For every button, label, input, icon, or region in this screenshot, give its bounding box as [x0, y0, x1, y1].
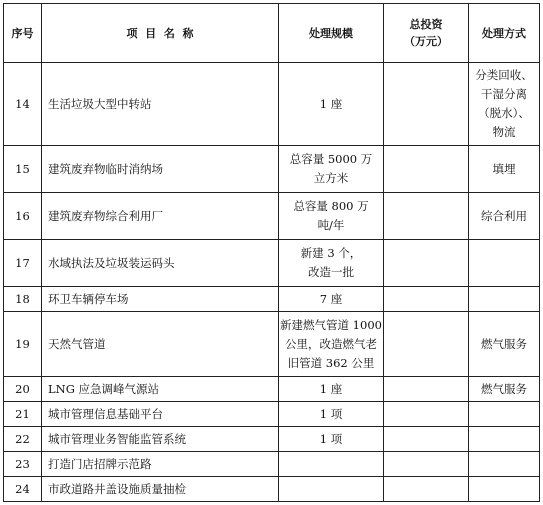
row-invest — [384, 193, 469, 240]
row-invest — [384, 146, 469, 193]
table-row — [4, 146, 540, 193]
header-method: 处理方式 — [469, 4, 540, 63]
row-scale: 总容量 5000 万 立方米 — [279, 146, 384, 193]
row-name: 环卫车辆停车场 — [42, 287, 279, 312]
row-scale: 1 项 — [279, 427, 384, 452]
row-invest — [384, 287, 469, 312]
row-name: 打造门店招牌示范路 — [42, 452, 279, 477]
row-no: 21 — [4, 402, 42, 427]
row-method — [469, 477, 540, 502]
row-method — [469, 240, 540, 287]
row-invest — [384, 452, 469, 477]
row-invest — [384, 312, 469, 377]
row-method — [469, 287, 540, 312]
table-row — [4, 452, 540, 477]
row-method: 填埋 — [469, 146, 540, 193]
table-row — [4, 427, 540, 452]
row-invest — [384, 477, 469, 502]
row-invest — [384, 402, 469, 427]
row-invest — [384, 377, 469, 402]
row-scale: 1 座 — [279, 377, 384, 402]
row-name: 水域执法及垃圾装运码头 — [42, 240, 279, 287]
row-method: 综合利用 — [469, 193, 540, 240]
row-no: 23 — [4, 452, 42, 477]
row-name: 市政道路井盖设施质量抽检 — [42, 477, 279, 502]
table-row — [4, 377, 540, 402]
table-row — [4, 193, 540, 240]
row-scale: 新建燃气管道 1000 公里，改造燃气老 旧管道 362 公里 — [279, 312, 384, 377]
table-row — [4, 402, 540, 427]
row-scale — [279, 477, 384, 502]
row-no: 15 — [4, 146, 42, 193]
row-no: 19 — [4, 312, 42, 377]
row-scale: 1 项 — [279, 402, 384, 427]
header-scale: 处理规模 — [279, 4, 384, 63]
row-scale: 新建 3 个， 改造一批 — [279, 240, 384, 287]
table-row — [4, 312, 540, 377]
row-method: 燃气服务 — [469, 312, 540, 377]
header-name: 项 目 名 称 — [42, 4, 279, 63]
table-row — [4, 287, 540, 312]
row-scale — [279, 452, 384, 477]
row-name: LNG 应急调峰气源站 — [42, 377, 279, 402]
row-no: 18 — [4, 287, 42, 312]
table-row — [4, 477, 540, 502]
row-name: 天然气管道 — [42, 312, 279, 377]
row-invest — [384, 63, 469, 146]
row-no: 24 — [4, 477, 42, 502]
table-header-row — [4, 4, 540, 63]
row-invest — [384, 240, 469, 287]
row-scale: 1 座 — [279, 63, 384, 146]
table-row — [4, 63, 540, 146]
row-method: 燃气服务 — [469, 377, 540, 402]
header-no: 序号 — [4, 4, 42, 63]
row-no: 14 — [4, 63, 42, 146]
row-scale: 总容量 800 万 吨/年 — [279, 193, 384, 240]
row-method — [469, 452, 540, 477]
row-method: 分类回收、 干湿分离 （脱水）、 物流 — [469, 63, 540, 146]
row-name: 建筑废弃物综合利用厂 — [42, 193, 279, 240]
row-no: 16 — [4, 193, 42, 240]
row-invest — [384, 427, 469, 452]
row-method — [469, 427, 540, 452]
row-name: 城市管理信息基础平台 — [42, 402, 279, 427]
row-method — [469, 402, 540, 427]
project-table — [3, 3, 540, 502]
row-name: 生活垃圾大型中转站 — [42, 63, 279, 146]
row-scale: 7 座 — [279, 287, 384, 312]
row-no: 20 — [4, 377, 42, 402]
row-name: 城市管理业务智能监管系统 — [42, 427, 279, 452]
table-row — [4, 240, 540, 287]
header-invest: 总投资 （万元） — [384, 4, 469, 63]
row-no: 22 — [4, 427, 42, 452]
row-name: 建筑废弃物临时消纳场 — [42, 146, 279, 193]
row-no: 17 — [4, 240, 42, 287]
